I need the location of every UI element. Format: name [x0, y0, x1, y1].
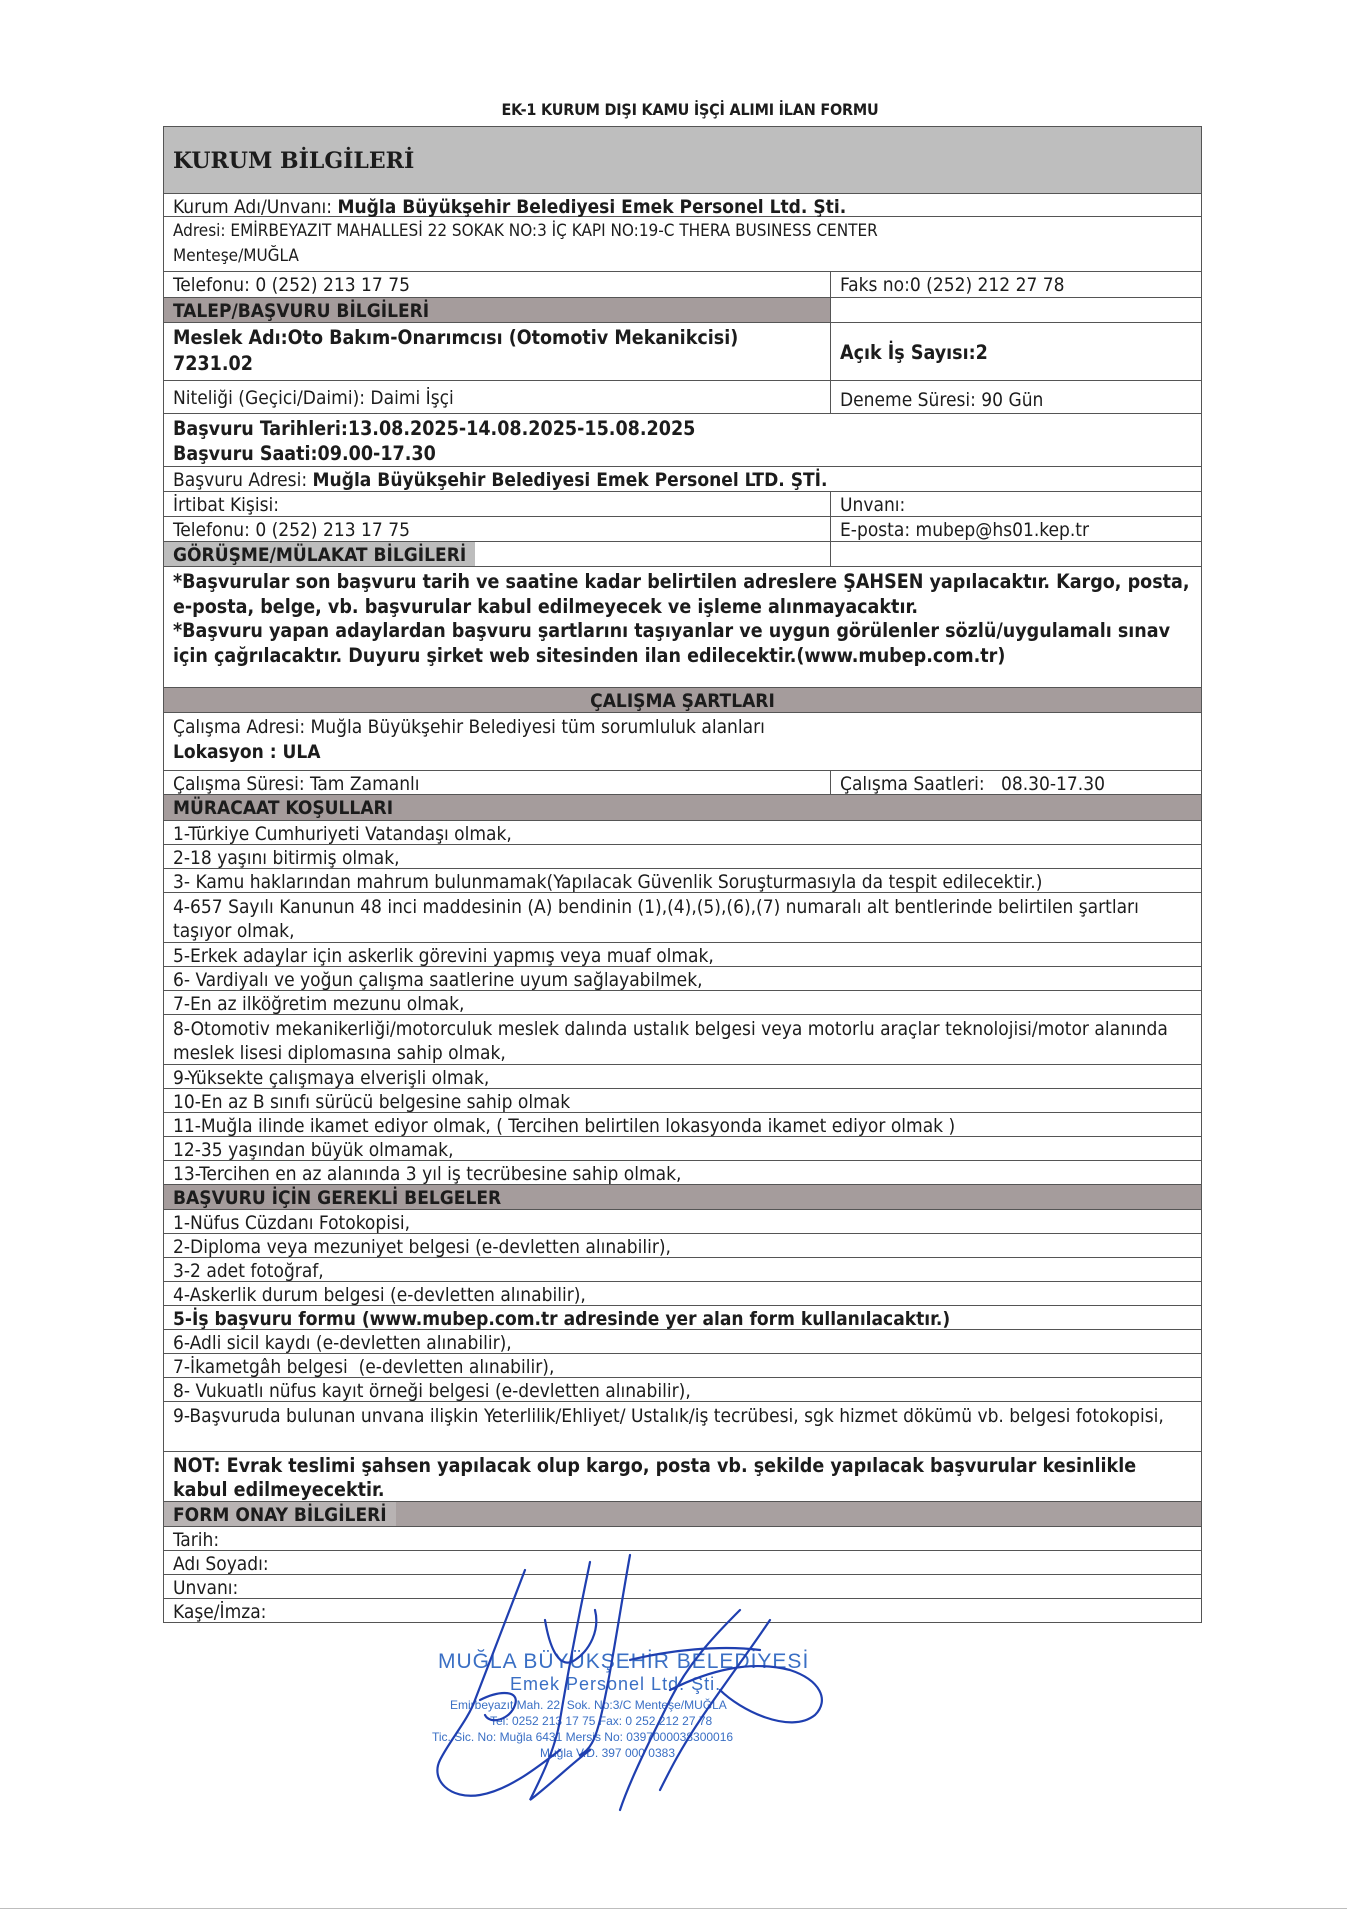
belge-item [164, 1353, 1201, 1377]
muracaat-item-2: 2-18 yaşını bitirmiş olmak, [173, 847, 400, 869]
stamp-line-3: Emirbeyazıt Mah. 22. Sok. No:3/C Menteşe/MUĞLA [450, 1698, 727, 1712]
muracaat-item-11: 11-Muğla ilinde ikamet ediyor olmak, ( Tercihen belirtilen lokasyonda ikamet ediyor olmak ) [173, 1115, 956, 1137]
meslek-row [164, 322, 1201, 380]
irtibat-telefon: Telefonu: 0 (252) 213 17 75 [164, 517, 831, 541]
irtibat-row [164, 491, 1201, 516]
muracaat-item-8: 8-Otomotiv mekanikerliği/motorculuk meslek dalında ustalık belgesi veya motorlu araçlar teknolojisi/motor alanında meslek lisesi diplomasına sahip olmak, [173, 1018, 1168, 1064]
onay-adi-soyadi-row [164, 1550, 1201, 1574]
muracaat-item [164, 844, 1201, 868]
onay-header: FORM ONAY BİLGİLERİ [164, 1502, 396, 1526]
onay-tarih: Tarih: [173, 1529, 220, 1551]
muracaat-item-6: 6- Vardiyalı ve yoğun çalışma saatlerine uyum sağlayabilmek, [173, 969, 703, 991]
gorusme-header-empty [831, 542, 1201, 566]
belge-item [164, 1401, 1201, 1451]
onay-unvani-row [164, 1574, 1201, 1598]
gorusme-notes [164, 567, 1201, 687]
calisma-header: ÇALIŞMA ŞARTLARI [164, 688, 1201, 712]
muracaat-item-4: 4-657 Sayılı Kanunun 48 inci maddesinin (A) bendinin (1),(4),(5),(6),(7) numaralı alt bentlerinde belirtilen şartları taşıyor olmak, [173, 896, 1139, 942]
section-header-belgeler [164, 1184, 1201, 1209]
muracaat-item-9: 9-Yüksekte çalışmaya elverişli olmak, [173, 1067, 490, 1089]
kurum-adres [164, 217, 1201, 271]
talep-header: TALEP/BAŞVURU BİLGİLERİ [164, 298, 831, 322]
kurum-adres-line2: Menteşe/MUĞLA [173, 246, 299, 266]
kurum-telefon: Telefonu: 0 (252) 213 17 75 [164, 272, 831, 297]
meslek-line2: 7231.02 [173, 352, 253, 375]
onay-unvani: Unvanı: [173, 1577, 239, 1599]
onay-kase-imza: Kaşe/İmza: [173, 1601, 267, 1623]
kurum-header: KURUM BİLGİLERİ [164, 127, 1201, 193]
section-header-gorusme [164, 541, 1201, 566]
calisma-adres-row [164, 712, 1201, 770]
deneme-suresi: Deneme Süresi: 90 Gün [840, 389, 1044, 411]
section-header-kurum [164, 127, 1201, 193]
belge-item-7: 7-İkametgâh belgesi (e-devletten alınabilir), [173, 1356, 555, 1378]
muracaat-item [164, 942, 1201, 966]
calisma-suresi: Çalışma Süresi: Tam Zamanlı [164, 771, 831, 794]
muracaat-item-5: 5-Erkek adaylar için askerlik görevini yapmış veya muaf olmak, [173, 945, 714, 967]
muracaat-item-12: 12-35 yaşından büyük olmamak, [173, 1139, 454, 1161]
belge-item-8: 8- Vukuatlı nüfus kayıt örneği belgesi (e-devletten alınabilir), [173, 1380, 691, 1402]
muracaat-item [164, 1064, 1201, 1088]
muracaat-item-10: 10-En az B sınıfı sürücü belgesine sahip olmak [173, 1091, 571, 1113]
stamp-line-1: MUĞLA BÜYÜKŞEHİR BELEDİYESİ [438, 1650, 810, 1673]
muracaat-item [164, 892, 1201, 942]
basvuru-tarihleri: Başvuru Tarihleri:13.08.2025-14.08.2025-15.08.2025 [173, 417, 696, 440]
basvuru-adres-row [164, 466, 1201, 491]
irtibat-telefon-row [164, 516, 1201, 541]
belge-not: NOT: Evrak teslimi şahsen yapılacak olup kargo, posta vb. şekilde yapılacak başvurular kesinlikle kabul edilmeyecektir. [173, 1454, 1137, 1501]
kurum-adi-label: Kurum Adı/Unvanı: [173, 196, 338, 218]
belge-item [164, 1233, 1201, 1257]
belge-item-4: 4-Askerlik durum belgesi (e-devletten alınabilir), [173, 1284, 586, 1306]
niteligi: Niteliği (Geçici/Daimi): Daimi İşçi [164, 381, 831, 413]
gorusme-header-cell [164, 542, 831, 566]
belge-item-5: 5-İş başvuru formu (www.mubep.com.tr adresinde yer alan form kullanılacaktır.) [173, 1308, 951, 1330]
muracaat-item [164, 1112, 1201, 1136]
belge-item-2: 2-Diploma veya mezuniyet belgesi (e-devletten alınabilir), [173, 1236, 671, 1258]
muracaat-item-13: 13-Tercihen en az alanında 3 yıl iş tecrübesine sahip olmak, [173, 1163, 682, 1185]
irtibat-eposta[interactable]: E-posta: mubep@hs01.kep.tr [840, 519, 1090, 541]
muracaat-item [164, 990, 1201, 1014]
belge-item [164, 1257, 1201, 1281]
section-header-talep [164, 297, 1201, 322]
belge-item-9: 9-Başvuruda bulunan unvana ilişkin Yeterlilik/Ehliyet/ Ustalık/iş tecrübesi, sgk hizmet dökümü vb. belgesi fotokopisi, [173, 1405, 1164, 1427]
basvuru-adres-value: Muğla Büyükşehir Belediyesi Emek Personel LTD. ŞTİ. [312, 469, 828, 491]
kurum-telefon-row [164, 271, 1201, 297]
section-header-muracaat [164, 794, 1201, 820]
muracaat-item [164, 820, 1201, 844]
belge-not-row [164, 1451, 1201, 1501]
belge-item [164, 1305, 1201, 1329]
page-title: EK-1 KURUM DIŞI KAMU İŞÇİ ALIMI İLAN FORMU [501, 100, 879, 119]
belge-item [164, 1377, 1201, 1401]
calisma-lokasyon: Lokasyon : ULA [173, 741, 321, 763]
stamp-line-5: Tic. Sic. No: Muğla 6431 Mersis No: 0397000038300016 [432, 1730, 734, 1744]
belge-item [164, 1281, 1201, 1305]
kurum-adres-line1: Adresi: EMİRBEYAZIT MAHALLESİ 22 SOKAK NO:3 İÇ KAPI NO:19-C THERA BUSINESS CENTER [173, 221, 878, 241]
irtibat-kisisi: İrtibat Kişisi: [164, 492, 831, 516]
onay-adi-soyadi: Adı Soyadı: [173, 1553, 269, 1575]
muracaat-item [164, 1014, 1201, 1064]
talep-header-empty [831, 298, 1201, 322]
muracaat-item [164, 1088, 1201, 1112]
basvuru-tarih-row [164, 413, 1201, 466]
muracaat-header: MÜRACAAT KOŞULLARI [164, 795, 1201, 820]
page-bottom-rule [0, 1908, 1347, 1909]
section-header-onay [164, 1501, 1201, 1526]
kurum-adi-row [164, 193, 1201, 216]
section-header-calisma [164, 687, 1201, 712]
muracaat-item-7: 7-En az ilköğretim mezunu olmak, [173, 993, 465, 1015]
stamp-line-6: Muğla V.D. 397 000 0383 [540, 1746, 675, 1760]
stamp-line-2: Emek Personel Ltd. Şti. [510, 1674, 722, 1694]
belge-item-3: 3-2 adet fotoğraf, [173, 1260, 324, 1282]
belgeler-header: BAŞVURU İÇİN GEREKLİ BELGELER [164, 1185, 1201, 1209]
belge-item-1: 1-Nüfus Cüzdanı Fotokopisi, [173, 1212, 411, 1234]
onay-header-cell [164, 1502, 1201, 1526]
stamp-line-4: Tel: 0252 213 17 75 Fax: 0 252 212 27 78 [490, 1714, 713, 1728]
meslek-line1: Meslek Adı:Oto Bakım-Onarımcısı (Otomotiv Mekanikcisi) [173, 326, 739, 349]
gorusme-note-1: *Başvurular son başvuru tarih ve saatine kadar belirtilen adreslere ŞAHSEN yapılacaktır. Kargo, posta, e-posta, belge, vb. başvurular kabul edilmeyecek ve işleme alınmayacaktır. [173, 570, 1190, 618]
gorusme-note-2: *Başvuru yapan adaylardan başvuru şartlarını taşıyanlar ve uygun görülenler sözlü/uygulamalı sınav için çağrılacaktır. Duyuru şirket web sitesinden ilan edilecektir.(www.mubep.com.tr) [173, 619, 1171, 667]
belge-item [164, 1329, 1201, 1353]
kurum-faks: Faks no:0 (252) 212 27 78 [840, 274, 1065, 296]
muracaat-item-1: 1-Türkiye Cumhuriyeti Vatandaşı olmak, [173, 823, 512, 845]
basvuru-adres [164, 467, 1201, 491]
muracaat-item [164, 966, 1201, 990]
muracaat-item [164, 868, 1201, 892]
gorusme-header: GÖRÜŞME/MÜLAKAT BİLGİLERİ [164, 542, 475, 566]
calisma-adres [164, 713, 1201, 770]
kurum-adi [164, 194, 1201, 216]
onay-tarih-row [164, 1526, 1201, 1550]
belge-item [164, 1209, 1201, 1233]
onay-kase-row [164, 1598, 1201, 1622]
meslek [164, 323, 831, 380]
gorusme-notes-row [164, 566, 1201, 687]
calisma-adres-text: Çalışma Adresi: Muğla Büyükşehir Belediyesi tüm sorumluluk alanları [173, 716, 765, 738]
calisma-saatleri: Çalışma Saatleri: 08.30-17.30 [840, 773, 1105, 795]
basvuru-tarih [164, 414, 1201, 466]
irtibat-unvani: Unvanı: [840, 494, 906, 516]
basvuru-adres-label: Başvuru Adresi: [173, 469, 313, 491]
basvuru-saati: Başvuru Saati:09.00-17.30 [173, 442, 436, 465]
kurum-adres-row [164, 216, 1201, 271]
belge-item-6: 6-Adli sicil kaydı (e-devletten alınabilir), [173, 1332, 512, 1354]
niteligi-row [164, 380, 1201, 413]
muracaat-item-3: 3- Kamu haklarından mahrum bulunmamak(Yapılacak Güvenlik Soruşturmasıyla da tespit edilecektir.) [173, 871, 1043, 893]
muracaat-item [164, 1136, 1201, 1160]
kurum-adi-value: Muğla Büyükşehir Belediyesi Emek Personel Ltd. Şti. [337, 196, 847, 218]
calisma-sure-row [164, 770, 1201, 794]
muracaat-item [164, 1160, 1201, 1184]
acik-is-sayisi: Açık İş Sayısı:2 [840, 341, 988, 364]
job-posting-form [163, 126, 1202, 1623]
